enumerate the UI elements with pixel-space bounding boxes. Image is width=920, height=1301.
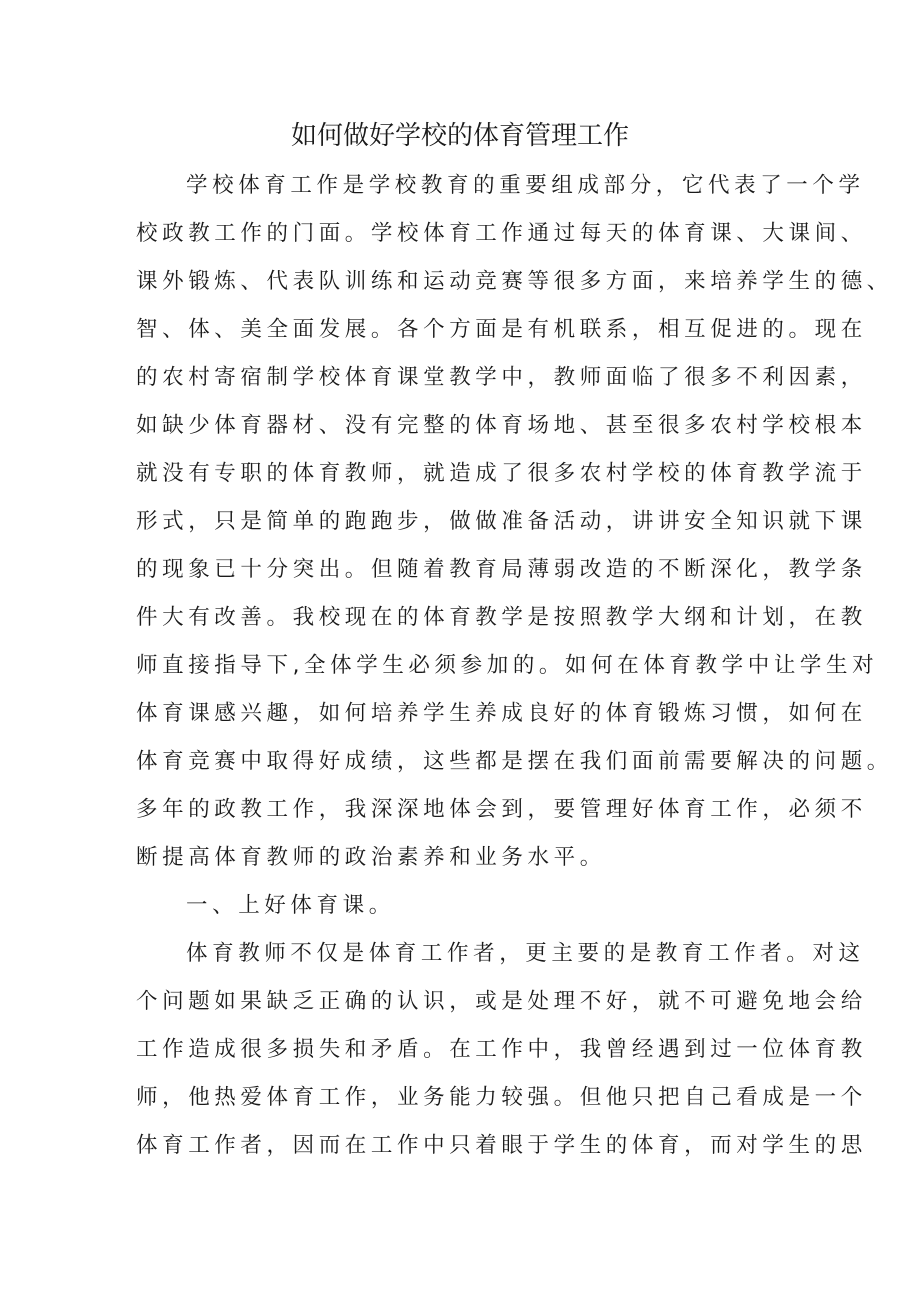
paragraph-1-line: 形式，只是简单的跑跑步，做做准备活动，讲讲安全知识就下课 [136,509,867,534]
paragraph-1-line: 件大有改善。我校现在的体育教学是按照教学大纲和计划，在教 [136,605,867,630]
document-title: 如何做好学校的体育管理工作 [290,121,629,151]
paragraph-2-line: 工作造成很多损失和矛盾。在工作中，我曾经遇到过一位体育教 [136,1037,867,1062]
paragraph-1-line: 如缺少体育器材、没有完整的体育场地、甚至很多农村学校根本 [136,413,867,438]
paragraph-1-line: 智、体、美全面发展。各个方面是有机联系，相互促进的。现在 [136,317,867,342]
paragraph-1-line: 断提高体育教师的政治素养和业务水平。 [136,845,606,870]
paragraph-2-line: 师，他热爱体育工作，业务能力较强。但他只把自己看成是一个 [136,1085,867,1110]
paragraph-1-line: 体育课感兴趣，如何培养学生养成良好的体育锻炼习惯，如何在 [136,701,867,726]
paragraph-1-line: 师直接指导下,全体学生必须参加的。如何在体育教学中让学生对 [136,653,879,678]
section-heading: 一、上好体育课。 [186,893,395,918]
paragraph-1-line: 体育竞赛中取得好成绩，这些都是摆在我们面前需要解决的问题。 [136,749,893,774]
paragraph-1-line: 就没有专职的体育教师，就造成了很多农村学校的体育教学流于 [136,461,867,486]
paragraph-2-line: 体育工作者，因而在工作中只着眼于学生的体育，而对学生的思 [136,1133,867,1158]
paragraph-1-line: 课外锻炼、代表队训练和运动竞赛等很多方面，来培养学生的德、 [136,269,893,294]
paragraph-2-line: 体育教师不仅是体育工作者，更主要的是教育工作者。对这 [186,941,865,966]
paragraph-1-line: 的农村寄宿制学校体育课堂教学中，教师面临了很多不利因素， [136,365,867,390]
paragraph-1-line: 的现象已十分突出。但随着教育局薄弱改造的不断深化，教学条 [136,557,867,582]
paragraph-1-line: 学校体育工作是学校教育的重要组成部分，它代表了一个学 [186,173,865,198]
paragraph-1-line: 校政教工作的门面。学校体育工作通过每天的体育课、大课间、 [136,221,867,246]
paragraph-2-line: 个问题如果缺乏正确的认识，或是处理不好，就不可避免地会给 [136,989,867,1014]
paragraph-1-line: 多年的政教工作，我深深地体会到，要管理好体育工作，必须不 [136,797,867,822]
